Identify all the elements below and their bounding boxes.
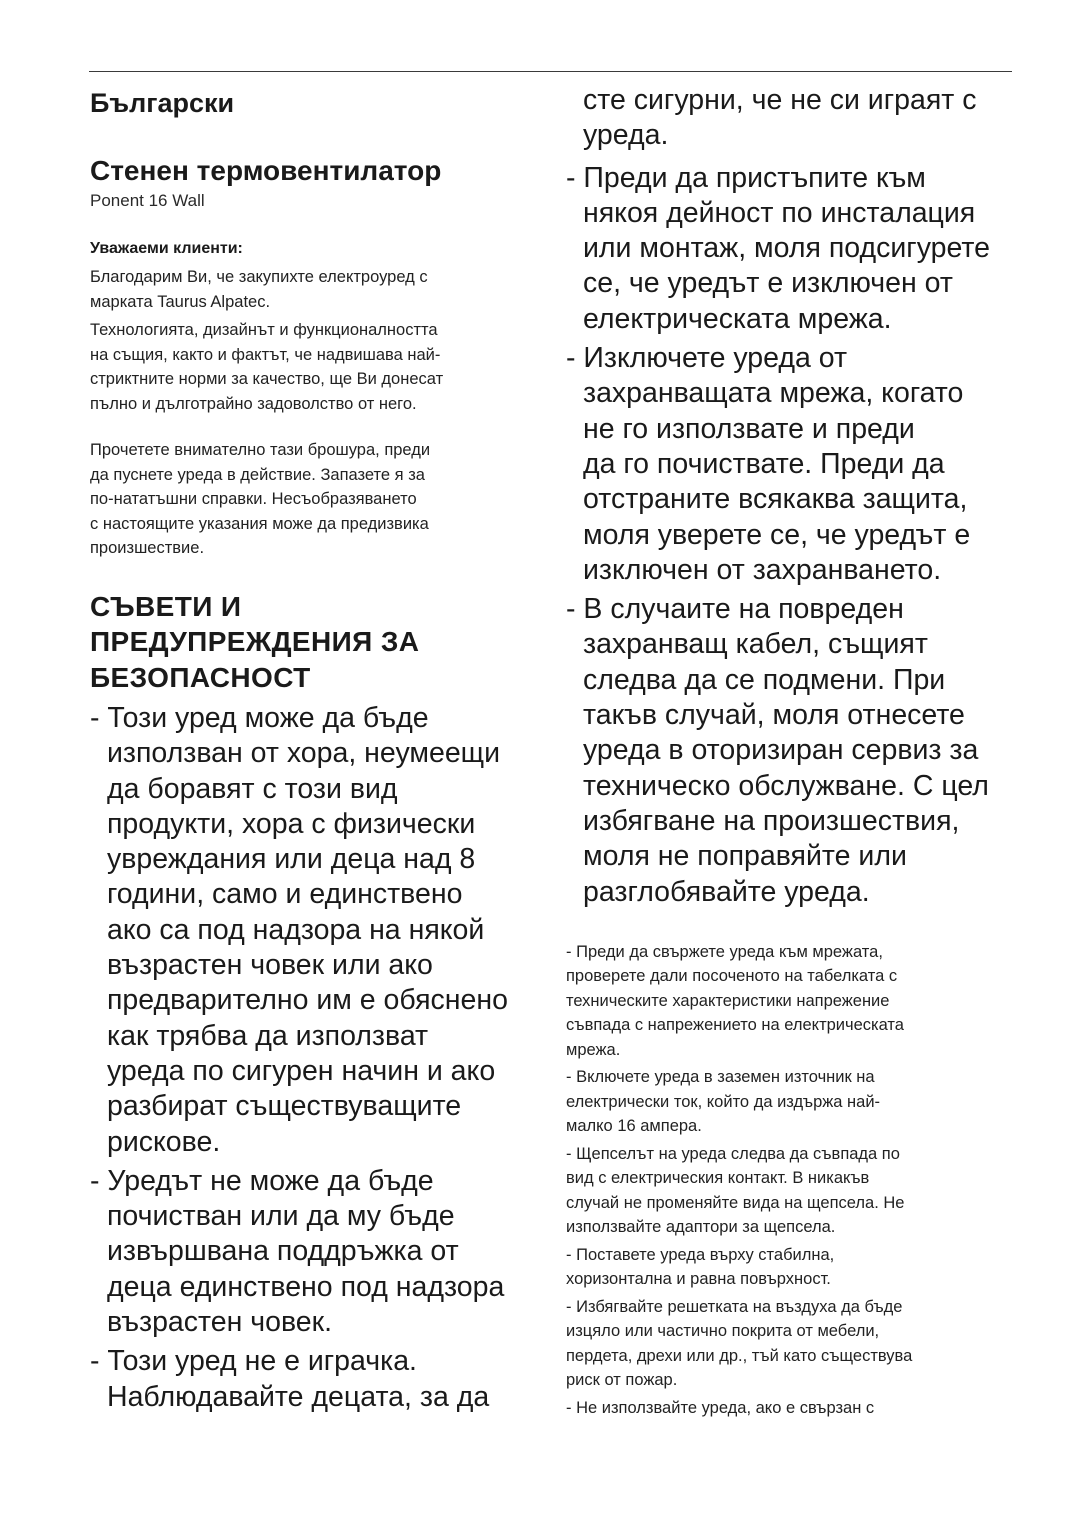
intro-paragraph: Прочетете внимателно тази брошура, преди да пуснете уреда в действие. Запазете я за по-нататъшни справки. Несъобразяването с настоящите указания може да предизвика произшествие.	[90, 441, 431, 557]
list-item-line: техническите характеристики напрежение	[566, 991, 890, 1010]
list-item: - Изключете уреда от захранващата мрежа, когато не го използвате и преди да го почиствате. Преди да отстраните всякаква защита, моля уверете се, че уредът е изключен от захранването.	[566, 342, 971, 586]
list-item-line: - Избягвайте решетката на въздуха да бъде	[566, 1297, 903, 1316]
header-rule	[89, 71, 1012, 72]
list-item	[566, 1295, 1026, 1393]
product-title: Стенен термовентилатор	[90, 155, 442, 186]
list-item: - Преди да пристъпите към някоя дейност по инсталация или монтаж, моля подсигурете се, че уредът е изключен от електрическата мрежа.	[566, 161, 990, 335]
list-item-line: проверете дали посоченото на табелката с	[566, 967, 898, 986]
list-item: - Уредът не може да бъде почистван или да му бъде извършвана поддръжка от деца единствено под надзора възрастен човек.	[90, 1164, 505, 1339]
list-item	[566, 1243, 1026, 1292]
intro-paragraph: Технологията, дизайнът и функционалността на същия, както и фактът, че надвишава най- стриктните норми за качество, ще Ви донесат пълно и дълготрайно задоволство от него.	[90, 321, 444, 413]
list-item-line: изцяло или частично покрита от мебели,	[566, 1322, 880, 1341]
greeting: Уважаеми клиенти:	[90, 240, 243, 257]
safety-list-left	[90, 701, 550, 1415]
list-item-line: - Включете уреда в заземен източник на	[566, 1068, 875, 1087]
right-column	[566, 83, 1026, 1423]
list-item-line: - Преди да свържете уреда към мрежата,	[566, 942, 883, 961]
list-item	[566, 1142, 1026, 1240]
list-item-continuation: сте сигурни, че не си играят с уреда.	[583, 84, 977, 152]
list-item-line: пердета, дрехи или др., тъй като съществува	[566, 1346, 913, 1365]
list-item-line: малко 16 ампера.	[566, 1117, 702, 1136]
list-item	[566, 1396, 1026, 1421]
safety-list-right	[566, 161, 1026, 910]
language-heading: Български	[90, 88, 235, 118]
safety-heading: СЪВЕТИ И ПРЕДУПРЕЖДЕНИЯ ЗА БЕЗОПАСНОСТ	[90, 590, 420, 693]
product-model: Ponent 16 Wall	[90, 191, 205, 210]
left-column	[90, 86, 550, 1419]
list-item-line: вид с електрическия контакт. В никакъв	[566, 1169, 870, 1188]
list-item-line: - Не използвайте уреда, ако е свързан с	[566, 1398, 875, 1417]
list-item: - В случаите на повреден захранващ кабел, същият следва да се подмени. При такъв случай, моля отнесете уреда в оторизиран сервиз за техническо обслужване. С цел избягване на произшествия, моля не поправяйте или разглобявайте уреда.	[566, 593, 989, 908]
intro-paragraph: Благодарим Ви, че закупихте електроуред с марката Taurus Alpatec.	[90, 268, 428, 311]
list-item: - Този уред не е играчка. Наблюдавайте децата, за да	[90, 1345, 490, 1413]
list-item-line: съвпада с напрежението на електрическата	[566, 1016, 904, 1035]
list-item-line: риск от пожар.	[566, 1371, 678, 1390]
list-item	[566, 940, 1026, 1063]
list-item-line: хоризонтална и равна повърхност.	[566, 1270, 831, 1289]
safety-list-small	[566, 940, 1026, 1421]
list-item: - Този уред може да бъде използван от хора, неумеещи да боравят с този вид продукти, хора с физически увреждания или деца над 8 години, само и единствено ако са под надзора на някой възрастен човек или ако предварително им е обяснено как трябва да използват уреда по сигурен начин и ако разбират съществуващите рискове.	[90, 702, 508, 1158]
list-item-line: случай не променяйте вида на щепсела. Не	[566, 1193, 905, 1212]
list-item-line: мрежа.	[566, 1040, 621, 1059]
list-item-line: използвайте адаптори за щепсела.	[566, 1218, 836, 1237]
list-item	[566, 1065, 1026, 1139]
list-item-line: - Поставете уреда върху стабилна,	[566, 1245, 835, 1264]
list-item-line: електрически ток, който да издържа най-	[566, 1092, 881, 1111]
list-item-line: - Щепселът на уреда следва да съвпада по	[566, 1144, 900, 1163]
